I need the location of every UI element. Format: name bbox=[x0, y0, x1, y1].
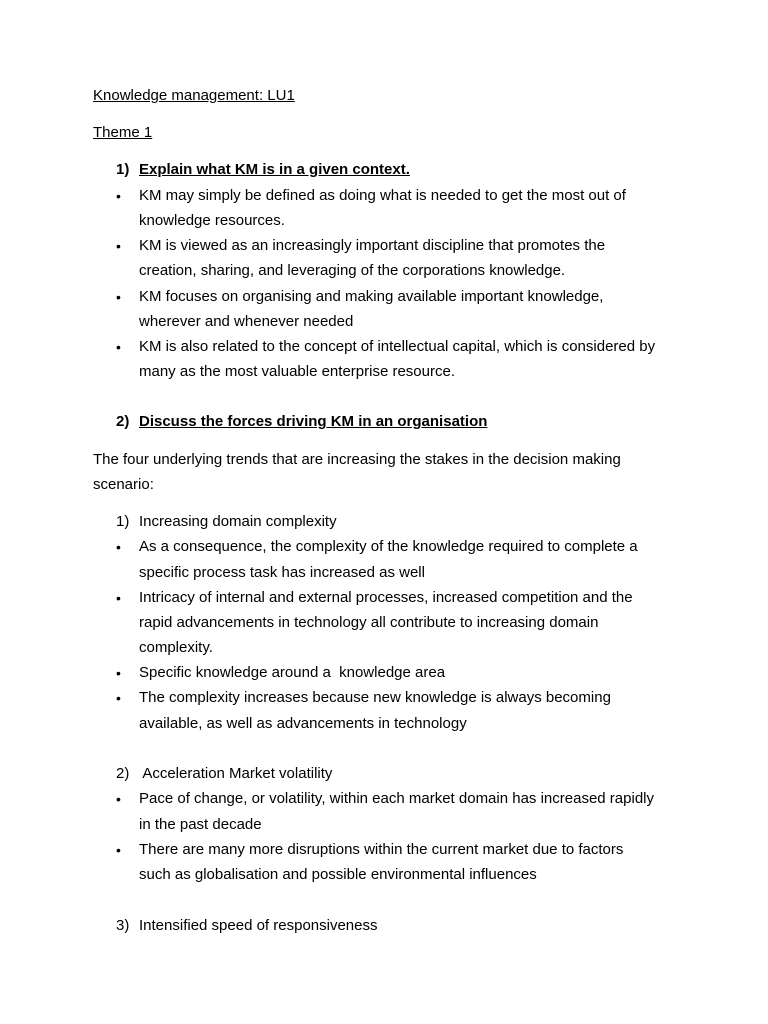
trend-2-label: Acceleration Market volatility bbox=[139, 765, 333, 782]
bullet-marker: • bbox=[116, 665, 121, 681]
bullet-marker: • bbox=[116, 842, 121, 858]
trend-1-number: 1) bbox=[116, 513, 130, 530]
q1-number: 1) bbox=[116, 161, 130, 178]
trend-2-number: 2) bbox=[116, 765, 130, 782]
q1-bullet-3-line-1: KM focuses on organising and making available important knowledge, bbox=[139, 288, 604, 305]
trend-1-bullet-2-line-2: rapid advancements in technology all contribute to increasing domain bbox=[139, 614, 599, 631]
bullet-marker: • bbox=[116, 238, 121, 254]
q1-bullet-2-line-2: creation, sharing, and leveraging of the corporations knowledge. bbox=[139, 262, 566, 279]
trend-1-bullet-2-line-1: Intricacy of internal and external processes, increased competition and the bbox=[139, 589, 633, 606]
q1-bullet-4-line-1: KM is also related to the concept of intellectual capital, which is considered by bbox=[139, 338, 656, 355]
q2-number: 2) bbox=[116, 413, 130, 430]
q2-intro-line-1: The four underlying trends that are increasing the stakes in the decision making bbox=[93, 451, 621, 468]
trend-2-bullet-2-line-2: such as globalisation and possible environmental influences bbox=[139, 866, 537, 883]
bullet-marker: • bbox=[116, 791, 121, 807]
document-title: Knowledge management: LU1 bbox=[93, 87, 295, 104]
trend-1-bullet-3-line-1: Specific knowledge around a knowledge area bbox=[139, 664, 446, 681]
q1-heading: Explain what KM is in a given context. bbox=[139, 161, 410, 178]
trend-1-bullet-1-line-2: specific process task has increased as well bbox=[139, 564, 425, 581]
q2-heading: Discuss the forces driving KM in an organisation bbox=[139, 413, 488, 430]
trend-2-bullet-1-line-2: in the past decade bbox=[139, 816, 262, 833]
bullet-marker: • bbox=[116, 339, 121, 355]
bullet-marker: • bbox=[116, 690, 121, 706]
bullet-marker: • bbox=[116, 539, 121, 555]
theme-label: Theme 1 bbox=[93, 124, 153, 141]
bullet-marker: • bbox=[116, 289, 121, 305]
q1-bullet-1-line-1: KM may simply be defined as doing what is needed to get the most out of bbox=[139, 187, 626, 204]
trend-2-bullet-1-line-1: Pace of change, or volatility, within each market domain has increased rapidly bbox=[139, 790, 654, 807]
q2-intro-line-2: scenario: bbox=[93, 476, 154, 493]
bullet-marker: • bbox=[116, 188, 121, 204]
trend-1-bullet-1-line-1: As a consequence, the complexity of the knowledge required to complete a bbox=[139, 538, 638, 555]
q1-bullet-1-line-2: knowledge resources. bbox=[139, 212, 285, 229]
trend-3-label: Intensified speed of responsiveness bbox=[139, 917, 378, 934]
trend-1-bullet-4-line-2: available, as well as advancements in technology bbox=[139, 715, 467, 732]
trend-1-label: Increasing domain complexity bbox=[139, 513, 337, 530]
q1-bullet-3-line-2: wherever and whenever needed bbox=[139, 313, 354, 330]
trend-1-bullet-4-line-1: The complexity increases because new knowledge is always becoming bbox=[139, 689, 611, 706]
trend-1-bullet-2-line-3: complexity. bbox=[139, 639, 213, 656]
trend-2-bullet-2-line-1: There are many more disruptions within the current market due to factors bbox=[139, 841, 624, 858]
q1-bullet-2-line-1: KM is viewed as an increasingly important discipline that promotes the bbox=[139, 237, 606, 254]
trend-3-number: 3) bbox=[116, 917, 130, 934]
bullet-marker: • bbox=[116, 590, 121, 606]
q1-bullet-4-line-2: many as the most valuable enterprise resource. bbox=[139, 363, 455, 380]
